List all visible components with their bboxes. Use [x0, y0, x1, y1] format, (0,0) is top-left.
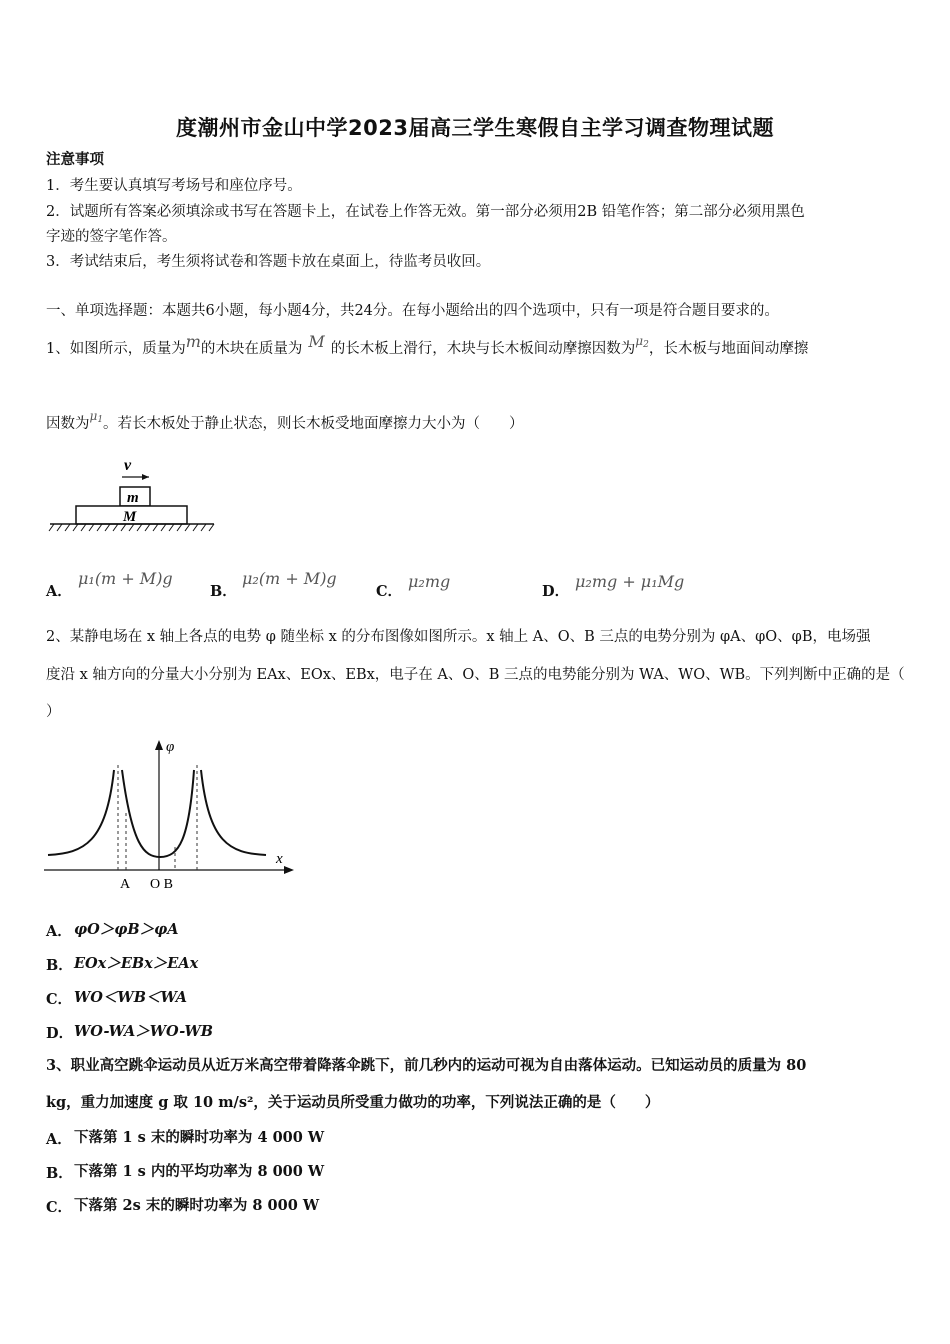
- q2-stem-line-2: 度沿 x 轴方向的分量大小分别为 EAx、EOx、EBx，电子在 A、O、B 三点的电势能分别为 WA、WO、WB。下列判断中正确的是（: [46, 667, 905, 683]
- q3-option-a: 下落第 1 s 末的瞬时功率为 4 000 W: [74, 1129, 325, 1146]
- notice-item-2: 2．试题所有答案必须填涂或书写在答题卡上，在试卷上作答无效。第一部分必须用2B 铅笔作答；第二部分必须用黑色: [46, 204, 805, 220]
- y-axis-label: φ: [166, 739, 175, 755]
- q2-potential-graph: [44, 735, 300, 895]
- q1-stem-cont: [46, 409, 524, 438]
- q3-option-b-label: B．: [46, 1165, 73, 1182]
- q1-symbol-mu1: μ1: [89, 409, 104, 425]
- q2-option-a: φO＞φB＞φA: [74, 921, 179, 938]
- board-M-label: M: [123, 509, 137, 525]
- q1-option-b-label: B．: [210, 583, 237, 600]
- q1-option-c: μ₂mg: [408, 572, 451, 591]
- curve-left-branch: [48, 770, 114, 855]
- block-m-label: m: [127, 490, 139, 506]
- q1-text-6: 。若长木板处于静止状态，则长木板受地面摩擦力大小为（ ）: [103, 416, 524, 432]
- q2-stem-line-1: 2、某静电场在 x 轴上各点的电势 φ 随坐标 x 的分布图像如图所示。x 轴上 A、O、B 三点的电势分别为 φA、φO、φB，电场强: [46, 629, 871, 645]
- q1-symbol-m: m: [185, 332, 201, 351]
- arrow-head-icon: [142, 474, 149, 480]
- point-A-label: A: [120, 877, 131, 892]
- q2-option-d-label: D．: [46, 1025, 74, 1042]
- q1-option-c-label: C．: [376, 583, 403, 600]
- q2-option-a-label: A．: [46, 923, 72, 940]
- q2-option-c-label: C．: [46, 991, 73, 1008]
- q1-option-a: μ₁(m + M)g: [78, 569, 173, 588]
- q2-option-d: WO-WA＞WO-WB: [74, 1023, 213, 1040]
- notice-item-1: 1．考生要认真填写考场号和座位序号。: [46, 178, 302, 194]
- point-OB-label: O B: [150, 877, 173, 892]
- curve-right-branch: [201, 770, 266, 855]
- q1-text-2: 的木块在质量为: [200, 341, 303, 357]
- q1-text-4: ，长木板与地面间动摩擦: [648, 341, 809, 357]
- section-heading: 一、单项选择题：本题共6小题，每小题4分，共24分。在每小题给出的四个选项中，只有一项是符合题目要求的。: [46, 303, 779, 319]
- q1-option-b: μ₂(m + M)g: [242, 569, 337, 588]
- q3-option-b: 下落第 1 s 内的平均功率为 8 000 W: [74, 1163, 325, 1180]
- q1-figure-blocks: [46, 455, 221, 535]
- q1-option-d: μ₂mg + μ₁Mg: [575, 572, 685, 591]
- q2-option-c: WO＜WB＜WA: [74, 989, 188, 1006]
- q1-text-5: 因数为: [46, 416, 90, 432]
- q3-option-c: 下落第 2s 末的瞬时功率为 8 000 W: [74, 1197, 320, 1214]
- q2-stem-line-3: ）: [46, 704, 61, 720]
- notice-heading: 注意事项: [46, 151, 104, 168]
- q3-stem-line-2: kg，重力加速度 g 取 10 m/s²，关于运动员所受重力做功的功率，下列说法正确的是（ ）: [46, 1094, 660, 1111]
- ground-hatch: [49, 524, 214, 531]
- velocity-label: v: [124, 457, 132, 474]
- page-title: 度潮州市金山中学2023届高三学生寒假自主学习调查物理试题: [176, 116, 774, 140]
- q3-stem-line-1: 3、职业高空跳伞运动员从近万米高空带着降落伞跳下，前几秒内的运动可视为自由落体运动。已知运动员的质量为 80: [46, 1057, 807, 1074]
- q1-symbol-mu2: μ2: [635, 334, 649, 350]
- q1-stem: [46, 332, 809, 363]
- q2-option-b-label: B．: [46, 957, 73, 974]
- q1-option-d-label: D．: [542, 583, 570, 600]
- q1-text-3: 的长木板上滑行，木块与长木板间动摩擦因数为: [330, 341, 636, 357]
- q1-option-a-label: A．: [46, 583, 72, 600]
- y-axis-arrow-icon: [155, 740, 163, 750]
- q2-option-b: EOx＞EBx＞EAx: [74, 955, 199, 972]
- x-axis-label: x: [276, 851, 283, 867]
- q1-symbol-M: M: [308, 332, 325, 351]
- q1-text-1: 1、如图所示，质量为: [46, 341, 186, 357]
- curve-middle-branch: [122, 770, 194, 857]
- x-axis-arrow-icon: [284, 866, 294, 874]
- q3-option-c-label: C．: [46, 1199, 73, 1216]
- notice-item-2-cont: 字迹的签字笔作答。: [46, 229, 177, 245]
- notice-item-3: 3．考试结束后，考生须将试卷和答题卡放在桌面上，待监考员收回。: [46, 254, 491, 270]
- q3-option-a-label: A．: [46, 1131, 72, 1148]
